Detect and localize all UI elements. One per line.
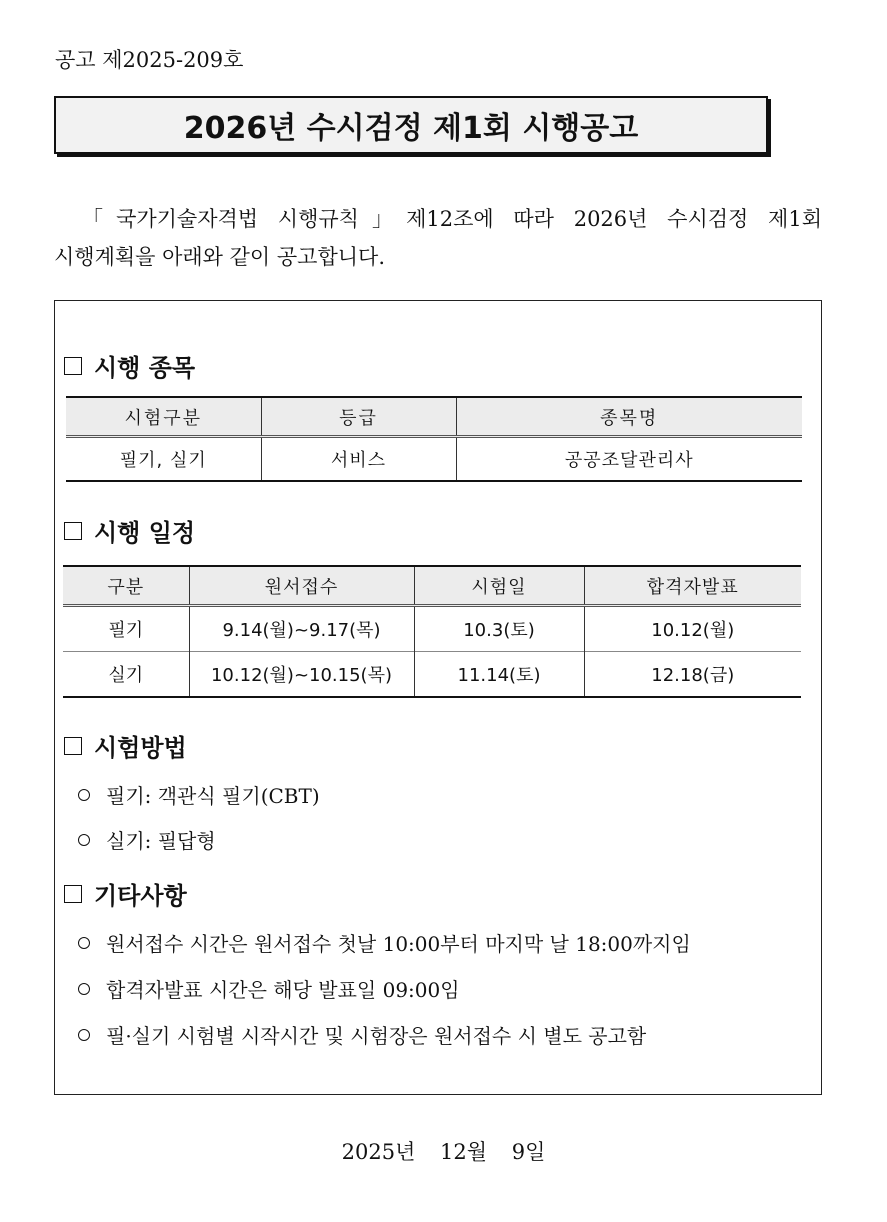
intro-line-2: 시행계획을 아래와 같이 공고합니다. bbox=[54, 245, 385, 269]
table-cell: 필기 bbox=[108, 620, 144, 641]
section-schedule-label: 시행 일정 bbox=[94, 519, 196, 547]
list-item bbox=[78, 825, 216, 854]
circle-bullet-icon bbox=[78, 789, 90, 801]
table-header-cell: 종목명 bbox=[456, 397, 802, 437]
table-row bbox=[66, 437, 802, 482]
table-header-cell: 시험구분 bbox=[66, 397, 261, 437]
table-header-row bbox=[63, 566, 801, 606]
checkbox-square-icon bbox=[64, 522, 82, 540]
table-cell: 12.18(금) bbox=[584, 652, 801, 698]
circle-bullet-icon bbox=[78, 937, 90, 949]
list-item bbox=[78, 780, 320, 809]
page-title bbox=[54, 96, 768, 154]
intro-paragraph bbox=[54, 200, 822, 276]
table-row bbox=[63, 652, 801, 698]
table-header-cell: 합격자발표 bbox=[584, 566, 801, 606]
section-method-heading bbox=[64, 728, 187, 763]
table-cell: 서비스 bbox=[261, 437, 456, 482]
checkbox-square-icon bbox=[64, 737, 82, 755]
items-table bbox=[66, 396, 802, 482]
table-header-cell: 구분 bbox=[63, 566, 189, 606]
list-item bbox=[78, 1020, 646, 1049]
table-cell: 공공조달관리사 bbox=[456, 437, 802, 482]
list-item bbox=[78, 928, 691, 957]
circle-bullet-icon bbox=[78, 983, 90, 995]
list-item-text: 원서접수 시간은 원서접수 첫날 10:00부터 마지막 날 18:00까지임 bbox=[106, 932, 691, 956]
table-cell: 10.12(월)~10.15(목) bbox=[189, 652, 414, 698]
table-cell: 9.14(월)~9.17(목) bbox=[189, 606, 414, 652]
list-item-text: 합격자발표 시간은 해당 발표일 09:00임 bbox=[106, 978, 460, 1002]
list-item-text: 필기: 객관식 필기(CBT) bbox=[106, 784, 320, 808]
table-header-cell: 시험일 bbox=[414, 566, 584, 606]
table-cell: 11.14(토) bbox=[414, 652, 584, 698]
table-cell: 필기, 실기 bbox=[119, 450, 207, 471]
circle-bullet-icon bbox=[78, 1029, 90, 1041]
table-header-cell: 등급 bbox=[261, 397, 456, 437]
notice-number: 공고 제2025-209호 bbox=[55, 48, 244, 72]
table-row bbox=[63, 606, 801, 652]
notice-date: 2025년 12월 9일 bbox=[341, 1140, 546, 1164]
section-items-label: 시행 종목 bbox=[94, 354, 196, 382]
section-items-heading bbox=[64, 348, 195, 383]
circle-bullet-icon bbox=[78, 834, 90, 846]
page-title-text: 2026년 수시검정 제1회 시행공고 bbox=[183, 111, 639, 146]
list-item bbox=[78, 974, 460, 1003]
section-other-heading bbox=[64, 876, 187, 911]
table-header-row bbox=[66, 397, 802, 437]
schedule-table bbox=[63, 565, 801, 698]
table-header-cell: 원서접수 bbox=[189, 566, 414, 606]
intro-line-1: 「국가기술자격법 시행규칙」제12조에 따라 2026년 수시검정 제1회 bbox=[82, 207, 822, 231]
list-item-text: 실기: 필답형 bbox=[106, 829, 216, 853]
section-other-label: 기타사항 bbox=[94, 882, 187, 910]
section-schedule-heading bbox=[64, 513, 195, 548]
list-item-text: 필·실기 시험별 시작시간 및 시험장은 원서접수 시 별도 공고함 bbox=[106, 1024, 647, 1048]
table-cell: 10.12(월) bbox=[584, 606, 801, 652]
checkbox-square-icon bbox=[64, 885, 82, 903]
section-method-label: 시험방법 bbox=[94, 734, 187, 762]
table-cell: 실기 bbox=[63, 652, 189, 698]
checkbox-square-icon bbox=[64, 357, 82, 375]
table-cell: 10.3(토) bbox=[414, 606, 584, 652]
